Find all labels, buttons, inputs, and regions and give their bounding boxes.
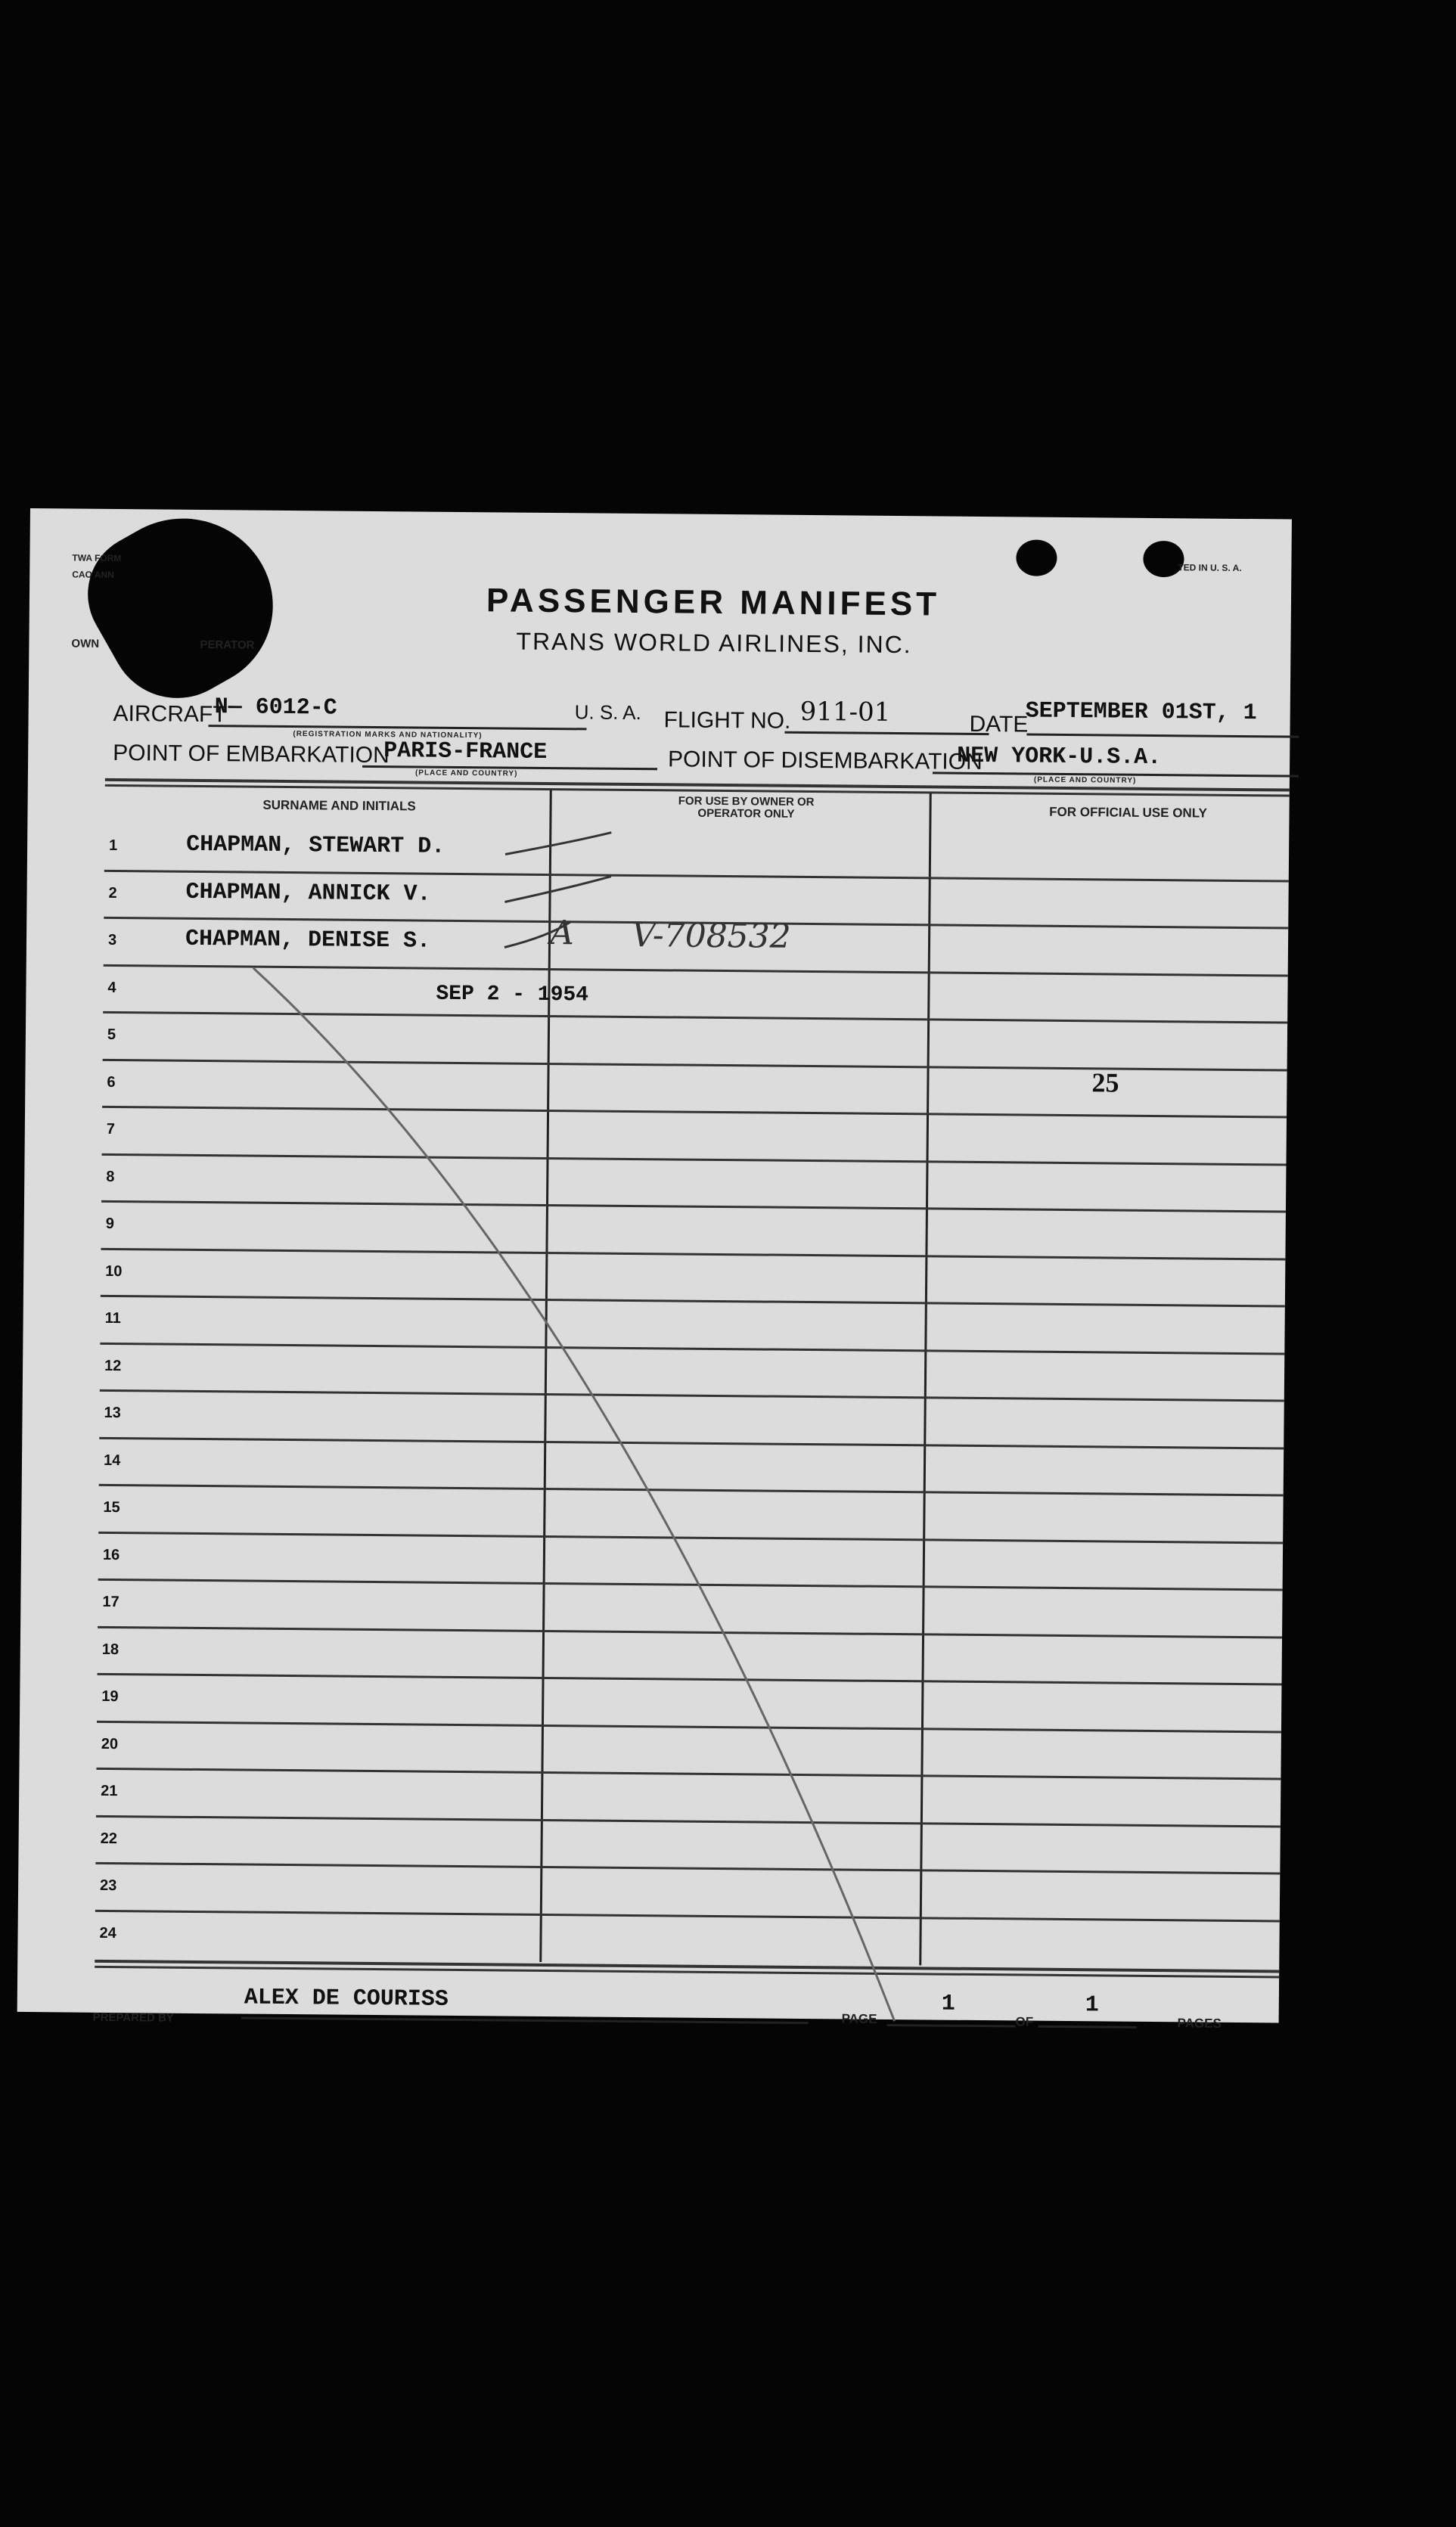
row-rule [100, 1342, 1284, 1355]
punch-hole [166, 519, 206, 555]
row-number: 21 [101, 1782, 118, 1800]
of-value: 1 [1085, 1992, 1099, 2019]
row-number: 15 [103, 1498, 120, 1517]
page-underline [887, 2024, 1016, 2027]
row-number: 3 [107, 931, 117, 949]
row-number: 9 [105, 1215, 114, 1233]
page-value: 1 [941, 1991, 955, 2017]
row-number: 13 [104, 1404, 121, 1422]
row-rule [98, 1579, 1283, 1591]
row-number: 4 [107, 979, 116, 996]
row-rule [95, 1862, 1280, 1875]
row3-mark: A [549, 914, 575, 953]
date-label: DATE [969, 711, 1029, 737]
row-rule [100, 1389, 1284, 1402]
embarkation-label: POINT OF EMBARKATION [113, 740, 390, 768]
row-rule [97, 1720, 1281, 1733]
airline-name: TRANS WORLD AIRLINES, INC. [516, 627, 912, 659]
row3-visa-number: V-708532 [631, 915, 791, 956]
form-number: TWA FORM [72, 552, 122, 564]
row-rule [99, 1436, 1284, 1449]
row-number: 8 [106, 1168, 115, 1185]
date-underline [1026, 734, 1299, 738]
row-rule [99, 1484, 1284, 1497]
date-stamp: SEP 2 - 1954 [436, 982, 589, 1007]
punch-hole [1016, 539, 1057, 576]
row-number: 16 [102, 1546, 120, 1563]
operator-label: PERATOR [200, 638, 255, 652]
column-header-official: FOR OFFICIAL USE ONLY [1049, 804, 1207, 821]
pages-label: PAGES [1177, 2016, 1222, 2031]
printed-in-usa: TED IN U. S. A. [1178, 562, 1242, 573]
row-rule [96, 1815, 1281, 1827]
check-mark [504, 875, 610, 902]
row-number: 23 [100, 1877, 117, 1895]
row-number: 18 [101, 1641, 120, 1658]
aircraft-label: AIRCRAFT [113, 700, 227, 728]
row-rule [102, 1106, 1287, 1119]
row-number: 7 [106, 1120, 116, 1138]
row-number: 24 [99, 1924, 116, 1942]
row-rule [104, 964, 1288, 976]
row-number: 1 [109, 837, 118, 855]
row-number: 22 [100, 1830, 118, 1847]
row-rule [95, 1909, 1280, 1922]
of-underline [1038, 2026, 1137, 2029]
embarkation-value: PARIS-FRANCE [383, 738, 548, 765]
prepared-by-value: ALEX DE COURISS [244, 1985, 449, 2013]
row-number: 5 [107, 1026, 116, 1044]
passenger-name: CHAPMAN, DENISE S. [185, 926, 431, 955]
aircraft-caption: (REGISTRATION MARKS AND NATIONALITY) [293, 730, 483, 740]
row-rule [101, 1247, 1285, 1260]
pencil-line [244, 968, 904, 2021]
aircraft-underline [208, 725, 586, 730]
prepared-by-label: PREPARED BY [92, 2010, 174, 2025]
date-value: SEPTEMBER 01ST, 1 [1025, 698, 1257, 727]
passenger-name: CHAPMAN, STEWART D. [185, 831, 445, 860]
row-rule [98, 1625, 1282, 1638]
row-rule [101, 1200, 1286, 1213]
row-number: 11 [104, 1309, 121, 1327]
row-rule [96, 1768, 1281, 1780]
embarkation-caption: (PLACE AND COUNTRY) [414, 768, 518, 778]
row-number: 14 [103, 1451, 121, 1469]
disembarkation-label: POINT OF DISEMBARKATION [667, 747, 983, 775]
form-title: PASSENGER MANIFEST [486, 582, 941, 623]
flight-label: FLIGHT NO. [663, 707, 791, 734]
official-count: 25 [1091, 1067, 1119, 1098]
row-number: 6 [107, 1073, 116, 1091]
aircraft-value: N— 6012-C [214, 694, 337, 722]
page-label: PAGE [841, 2011, 877, 2026]
owner-label: OWN [71, 637, 100, 650]
row-number: 17 [102, 1593, 120, 1611]
cao-reference: CAO ANN [72, 569, 114, 580]
row-rule [101, 1295, 1285, 1308]
of-label: OF [1015, 2014, 1034, 2029]
row-rule [98, 1673, 1282, 1686]
column-header-name: SURNAME AND INITIALS [262, 797, 416, 814]
disembarkation-value: NEW YORK-U.S.A. [957, 743, 1162, 771]
row-rule [102, 1153, 1287, 1166]
passenger-name: CHAPMAN, ANNICK V. [185, 879, 431, 908]
column-divider [539, 790, 552, 1962]
flight-value: 911-01 [799, 696, 891, 728]
row-number: 12 [104, 1357, 122, 1374]
column-header-owner: FOR USE BY OWNER OR OPERATOR ONLY [678, 794, 815, 821]
nationality-label: U. S. A. [574, 700, 641, 725]
column-divider [919, 793, 932, 1965]
row-number: 10 [105, 1262, 123, 1280]
manifest-sheet [17, 508, 1292, 2031]
row-rule [103, 1011, 1287, 1024]
row-number: 19 [101, 1687, 119, 1706]
row-number: 2 [108, 884, 117, 902]
row-number: 20 [101, 1735, 119, 1752]
row-rule [98, 1531, 1283, 1544]
flight-underline [784, 731, 989, 735]
check-mark [505, 831, 611, 855]
prepared-by-underline [241, 2017, 809, 2025]
disembarkation-caption: (PLACE AND COUNTRY) [1033, 775, 1137, 785]
